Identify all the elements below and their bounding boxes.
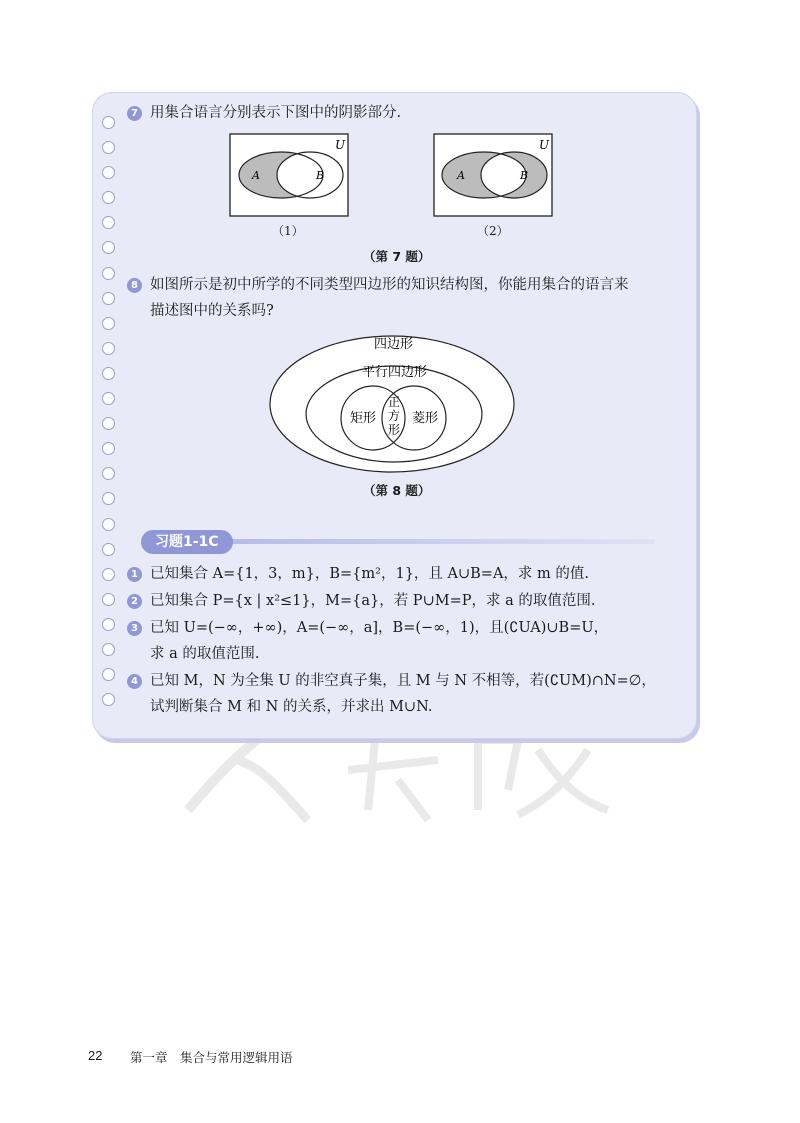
binder-hole: [102, 241, 115, 254]
universal-label: U: [335, 138, 346, 152]
set-a-label: A: [457, 169, 465, 182]
binder-hole: [102, 618, 115, 631]
quadrilateral-set-diagram: [268, 334, 518, 474]
question-8-text-line1: 如图所示是初中所学的不同类型四边形的知识结构图，你能用集合的语言来: [150, 277, 629, 293]
binder-hole: [102, 543, 115, 556]
exercise-number-4: 4: [127, 674, 142, 689]
binder-hole: [102, 166, 115, 179]
binder-hole: [102, 593, 115, 606]
binder-hole: [102, 216, 115, 229]
binder-hole: [102, 367, 115, 380]
binder-hole: [102, 317, 115, 330]
binder-hole: [102, 342, 115, 355]
exercise-number-2: 2: [127, 594, 142, 609]
exercise-1-text: 已知集合 A={1，3，m}，B={m²，1}，且 A∪B=A，求 m 的值.: [150, 566, 590, 582]
page-number: 22: [88, 1048, 103, 1063]
exercise-3-text-line1: 已知 U=(−∞，+∞)，A=(−∞，a]，B=(−∞，1)，且(∁UA)∪B=U，: [150, 620, 609, 636]
question-number-7: 7: [127, 106, 142, 121]
exercise-2-text: 已知集合 P={x | x²≤1}，M={a}，若 P∪M=P，求 a 的取值范围.: [150, 593, 596, 609]
binder-hole: [102, 191, 115, 204]
exercise-number-1: 1: [127, 567, 142, 582]
set-b-label: B: [316, 169, 325, 182]
rhombus-label: 菱形: [412, 411, 439, 426]
question-number-8: 8: [127, 278, 142, 293]
binder-hole: [102, 492, 115, 505]
binder-hole: [102, 693, 115, 706]
chapter-title: 第一章 集合与常用逻辑用语: [130, 1050, 293, 1065]
exercise-4-text-line1: 已知 M，N 为全集 U 的非空真子集，且 M 与 N 不相等，若(∁UM)∩N=∅，: [150, 673, 656, 689]
set-a-label: A: [252, 169, 260, 182]
exercise-number-3: 3: [127, 621, 142, 636]
rectangle-label: 矩形: [350, 411, 377, 426]
section-banner: [141, 529, 233, 555]
square-label-2: 方: [388, 409, 401, 423]
question-7-caption: （第 7 题）: [363, 249, 431, 264]
question-8-caption: （第 8 题）: [363, 483, 431, 498]
question-7-text: 用集合语言分别表示下图中的阴影部分.: [150, 105, 402, 121]
section-title: 习题1-1C: [141, 530, 233, 554]
square-label-1: 正: [388, 395, 401, 409]
exercise-4-text-line2: 试判断集合 M 和 N 的关系，并求出 M∪N.: [150, 699, 433, 715]
set-b-label: B: [520, 169, 529, 182]
figure-1-label: （1）: [272, 224, 304, 238]
binder-hole: [102, 392, 115, 405]
binder-hole: [102, 568, 115, 581]
section-divider: [230, 539, 655, 544]
binder-hole: [102, 518, 115, 531]
binder-hole: [102, 442, 115, 455]
venn-diagram-1: [228, 132, 352, 220]
binder-hole: [102, 643, 115, 656]
universal-label: U: [539, 138, 550, 152]
binder-hole: [102, 668, 115, 681]
binder-hole: [102, 467, 115, 480]
binder-hole: [102, 116, 115, 129]
exercise-3-text-line2: 求 a 的取值范围.: [150, 646, 260, 662]
parallelogram-label: 平行四边形: [362, 365, 428, 380]
venn-diagram-2: [432, 132, 556, 220]
binder-hole: [102, 141, 115, 154]
quadrilateral-label: 四边形: [374, 337, 414, 352]
binder-hole: [102, 417, 115, 430]
figure-2-label: （2）: [477, 224, 509, 238]
square-label-3: 形: [388, 423, 401, 437]
question-8-text-line2: 描述图中的关系吗?: [150, 303, 274, 319]
binder-hole: [102, 267, 115, 280]
binder-hole: [102, 292, 115, 305]
